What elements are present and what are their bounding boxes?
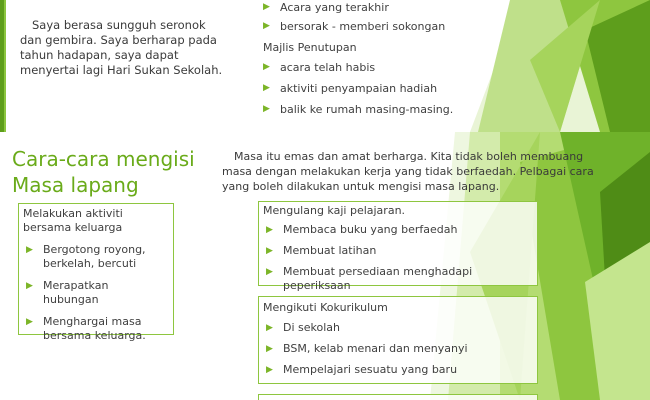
list-item bbox=[263, 342, 532, 356]
slide-title bbox=[12, 146, 195, 198]
list-item-text: aktiviti penyampaian hadiah bbox=[280, 82, 438, 95]
triangle-bullet-icon: ▶ bbox=[263, 2, 270, 12]
list-item bbox=[23, 243, 167, 271]
triangle-bullet-icon: ▶ bbox=[26, 245, 33, 255]
list-item bbox=[263, 223, 532, 237]
slide-title-line-2: Masa lapang bbox=[12, 173, 139, 197]
box-title: Mengulang kaji pelajaran. bbox=[263, 204, 406, 217]
list-item-text: Merapatkan hubungan bbox=[43, 279, 109, 306]
list-item bbox=[23, 279, 167, 307]
triangle-bullet-icon: ▶ bbox=[266, 246, 273, 256]
list-item bbox=[263, 0, 503, 19]
list-item-text: Membuat latihan bbox=[283, 244, 377, 257]
list-item bbox=[263, 363, 532, 377]
box-title: Mengikuti Kokurikulum bbox=[263, 301, 388, 314]
list-item bbox=[263, 244, 532, 258]
slide-title-line-1: Cara-cara mengisi bbox=[12, 147, 195, 171]
list-item-text: Membuat persediaan menghadapi peperiksaan bbox=[283, 265, 473, 292]
list-item-text: Bergotong royong, berkelah, bercuti bbox=[43, 243, 146, 270]
list-item bbox=[23, 315, 167, 343]
subheading-majlis: Majlis Penutupan bbox=[263, 41, 357, 54]
intro-paragraph: Masa itu emas dan amat berharga. Kita tidak boleh membuang masa dengan melakukan kerja yang tidak berfaedah. Pelbagai cara yang boleh dilakukan untuk mengisi masa lapang. bbox=[222, 150, 594, 193]
triangle-bullet-icon: ▶ bbox=[26, 317, 33, 327]
triangle-bullet-icon: ▶ bbox=[263, 83, 270, 93]
list-item bbox=[263, 19, 503, 38]
box-list bbox=[23, 243, 167, 343]
list-item bbox=[263, 81, 503, 102]
closing-paragraph: Saya berasa sungguh seronok dan gembira. Saya berharap pada tahun hadapan, saya dapat menyertai lagi Hari Sukan Sekolah. bbox=[20, 18, 223, 77]
slide-top bbox=[0, 0, 650, 132]
list-item bbox=[263, 265, 532, 293]
triangle-bullet-icon: ▶ bbox=[266, 365, 273, 375]
list-item-text: BSM, kelab menari dan menyanyi bbox=[283, 342, 468, 355]
box-title: Melakukan aktiviti bersama keluarga bbox=[23, 207, 123, 234]
triangle-bullet-icon: ▶ bbox=[266, 344, 273, 354]
list-item-text: Membaca buku yang berfaedah bbox=[283, 223, 458, 236]
list-item bbox=[263, 321, 532, 335]
list-item bbox=[263, 60, 503, 81]
list-item-text: Acara yang terakhir bbox=[280, 1, 389, 14]
list-item-text: Mempelajari sesuatu yang baru bbox=[283, 363, 458, 376]
cocurriculum-box bbox=[258, 296, 538, 384]
triangle-bullet-icon: ▶ bbox=[266, 225, 273, 235]
list-item-text: Di sekolah bbox=[283, 321, 340, 334]
box-list bbox=[263, 223, 532, 293]
triangle-bullet-icon: ▶ bbox=[266, 267, 273, 277]
list-item-text: bersorak - memberi sokongan bbox=[280, 20, 446, 33]
next-box-partial bbox=[258, 394, 538, 400]
list-upper bbox=[263, 0, 503, 38]
box-list bbox=[263, 321, 532, 377]
triangle-bullet-icon: ▶ bbox=[263, 21, 270, 31]
revision-box bbox=[258, 201, 538, 292]
list-lower bbox=[263, 60, 503, 123]
triangle-bullet-icon: ▶ bbox=[26, 281, 33, 291]
list-item-text: acara telah habis bbox=[280, 61, 376, 74]
list-item bbox=[263, 102, 503, 123]
triangle-bullet-icon: ▶ bbox=[263, 62, 270, 72]
list-item-text: Menghargai masa bersama keluarga. bbox=[43, 315, 146, 342]
triangle-bullet-icon: ▶ bbox=[263, 104, 270, 114]
list-item-text: balik ke rumah masing-masing. bbox=[280, 103, 454, 116]
slide-bottom bbox=[0, 132, 650, 400]
family-activity-box bbox=[18, 203, 174, 342]
triangle-bullet-icon: ▶ bbox=[266, 323, 273, 333]
